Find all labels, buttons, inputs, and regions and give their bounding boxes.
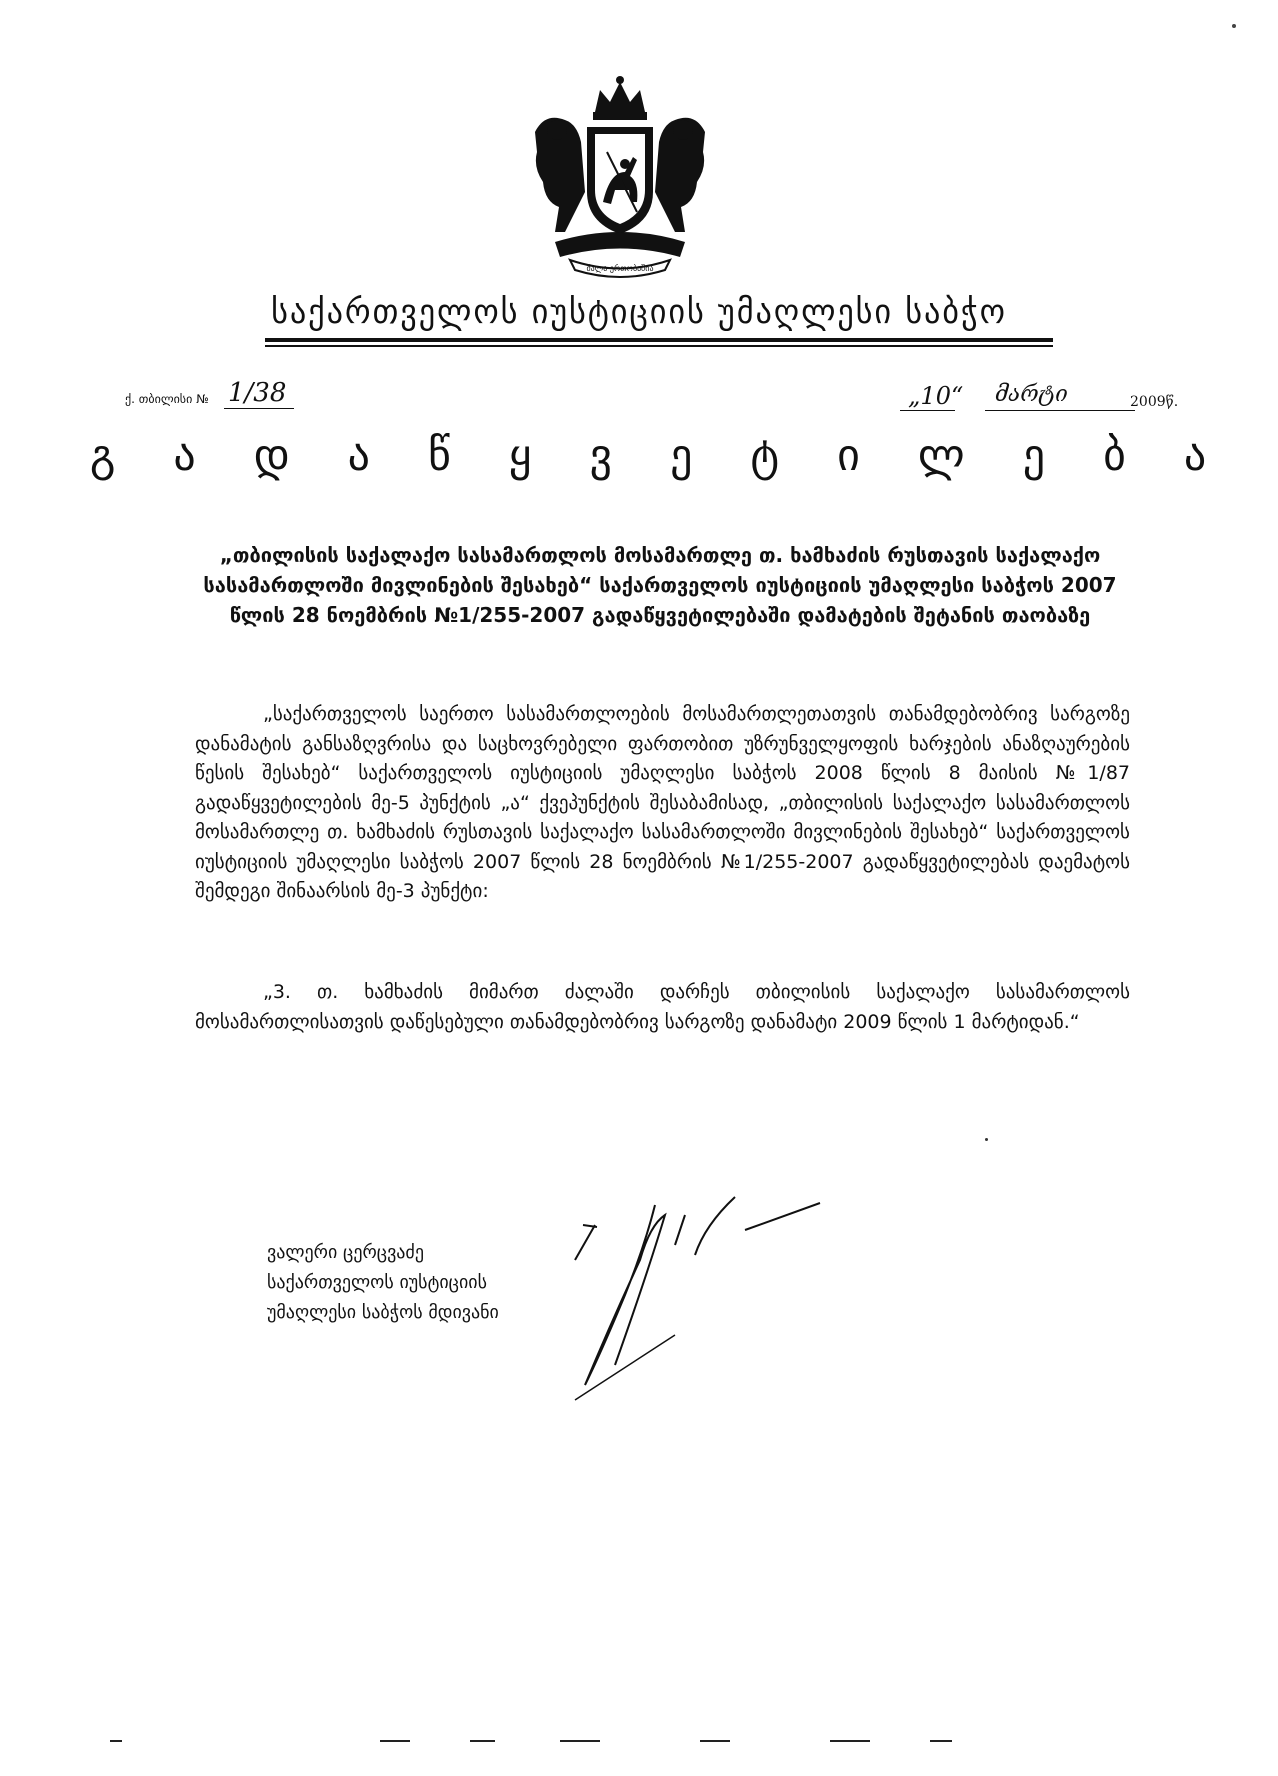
scan-edge-mark: [560, 1740, 600, 1742]
date-month: მარტი: [995, 382, 1068, 407]
body-paragraph-1: „საქართველოს საერთო სასამართლოების მოსამართლეთათვის თანამდებობრივ სარგოზე დანამატის განსაზღვრისა და საცხოვრებელი ფართობით უზრუნველყოფის ხარჯების ანაზღაურების წესის შესახებ“ საქართველოს იუსტიციის უმაღლესი საბჭოს 2008 წლის 8 მაისის №1/87 გადაწყვეტილების მე-5 პუნქტის „ა“ ქვეპუნქტის შესაბამისად, „თბილისის საქალაქო სასამართლოს მოსამართლე თ. ხამხაძის რუსთავის საქალაქო სასამართლოში მივლინების შესახებ“ საქართველოს იუსტიციის უმაღლესი საბჭოს 2007 წლის 28 ნოემბრის №1/255-2007 გადაწყვეტილებას დაემატოს შემდეგი შინაარსის მე-3 პუნქტი:: [195, 703, 1130, 902]
date-day-underline: [900, 410, 955, 411]
document-type-title: გ ა დ ა წ ყ ვ ე ტ ი ლ ე ბ ა: [89, 430, 1229, 481]
coat-of-arms-emblem: [515, 72, 725, 282]
date-month-underline: [985, 410, 1135, 411]
scan-edge-mark: [470, 1740, 495, 1742]
header-rule-thick: [265, 338, 1053, 342]
scan-edge-mark: [830, 1740, 870, 1742]
scan-edge-mark: [700, 1740, 730, 1742]
signatory-title-line1: საქართველოს იუსტიციის: [267, 1272, 487, 1293]
organization-title: საქართველოს იუსტიციის უმაღლესი საბჭო: [271, 292, 1007, 332]
decision-subject-heading: „თბილისის საქალაქო სასამართლოს მოსამართლე თ. ხამხაძის რუსთავის საქალაქო სასამართლოში მივლინების შესახებ“ საქართველოს იუსტიციის უმაღლესი საბჭოს 2007 წლის 28 ნოემბრის №1/255-2007 გადაწყვეტილებაში დამატების შეტანის თაობაზე: [203, 543, 1117, 627]
scan-speck: [985, 1138, 988, 1141]
signatory-name: ვალერი ცერცვაძე: [267, 1242, 424, 1263]
body-paragraph-2: „3. თ. ხამხაძის მიმართ ძალაში დარჩეს თბილისის საქალაქო სასამართლოს მოსამართლისათვის დაწესებული თანამდებობრივ სარგოზე დანამატი 2009 წლის 1 მარტიდან.“: [195, 981, 1130, 1033]
date-day: „10“: [908, 382, 964, 410]
scan-edge-mark: [930, 1740, 952, 1742]
date-year: 2009წ.: [1130, 394, 1179, 410]
handwritten-signature: [555, 1185, 915, 1405]
document-number-value: 1/38: [224, 378, 294, 409]
signatory-block: [267, 1238, 499, 1328]
scan-speck: [1232, 24, 1236, 28]
scan-edge-mark: [110, 1740, 122, 1742]
signatory-title-line2: უმაღლესი საბჭოს მდივანი: [267, 1302, 499, 1323]
emblem-motto: ძალა ერთობაშია: [586, 264, 654, 273]
header-rule-thin: [265, 345, 1053, 347]
scan-edge-mark: [380, 1740, 410, 1742]
document-number-label: ქ. თბილისი №: [125, 392, 209, 406]
